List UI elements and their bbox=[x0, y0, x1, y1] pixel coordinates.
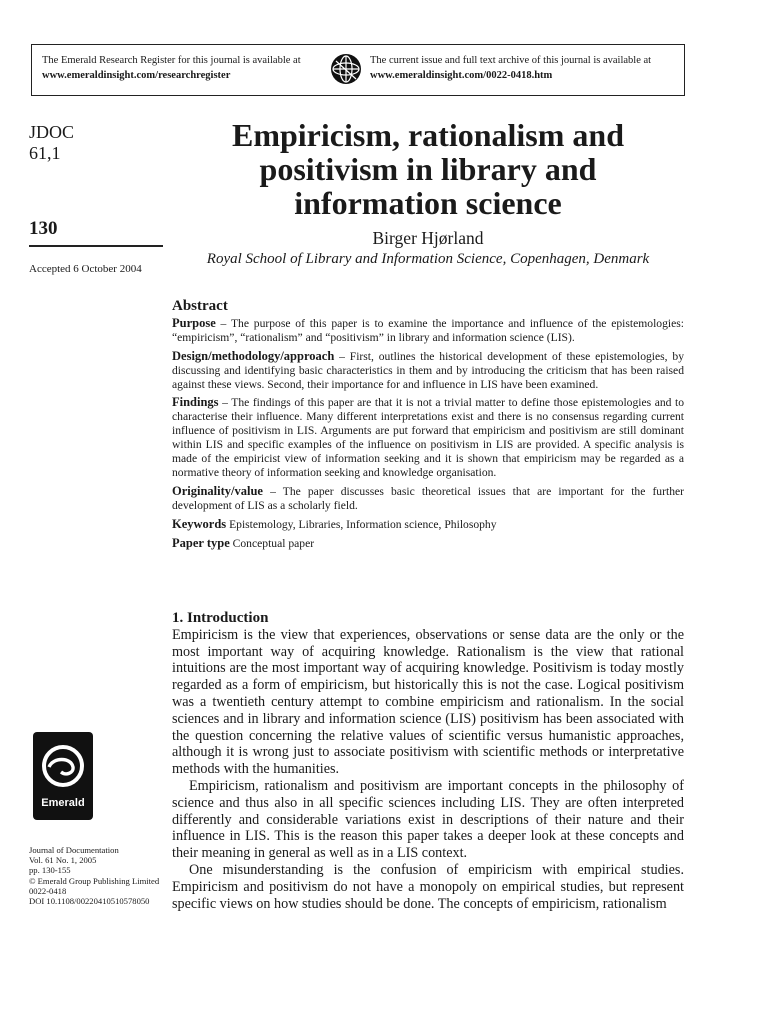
research-register-link[interactable]: www.emeraldinsight.com/researchregister bbox=[42, 70, 231, 81]
emerald-e-icon bbox=[33, 736, 93, 796]
introduction-heading: 1. Introduction bbox=[172, 610, 269, 626]
journal-info-line: © Emerald Group Publishing Limited bbox=[29, 875, 160, 886]
abstract-purpose bbox=[172, 317, 684, 345]
research-register-text: The Emerald Research Register for this journal is available at bbox=[42, 55, 301, 66]
design-label: Design/methodology/approach bbox=[172, 348, 335, 363]
journal-info-line: pp. 130-155 bbox=[29, 865, 71, 876]
author-affiliation: Royal School of Library and Information Science, Copenhagen, Denmark bbox=[206, 251, 650, 267]
abstract-design bbox=[172, 350, 684, 392]
purpose-label: Purpose bbox=[172, 315, 216, 330]
title-line: Empiricism, rationalism and bbox=[231, 117, 624, 153]
abstract-heading: Abstract bbox=[172, 298, 228, 314]
paper-type-label: Paper type bbox=[172, 535, 230, 550]
title-line: information science bbox=[294, 185, 562, 221]
title-line: positivism in library and bbox=[259, 151, 597, 187]
page-number: 130 bbox=[29, 218, 58, 239]
abstract-section bbox=[172, 300, 684, 556]
emerald-logo bbox=[33, 732, 93, 820]
keywords-text: Epistemology, Libraries, Information science, Philosophy bbox=[226, 517, 497, 531]
body-paragraph: One misunderstanding is the confusion of empiricism with empirical studies. Empiricism and positivism do not have a monopoly on empirical studies, but represent specific views on how studies should be done. The concepts of empiricism, rationalism bbox=[172, 861, 684, 912]
journal-volume-block bbox=[29, 122, 169, 164]
abstract-paper-type bbox=[172, 537, 684, 551]
article-title bbox=[172, 118, 684, 220]
emerald-logo-label: Emerald bbox=[41, 797, 85, 809]
header-box bbox=[31, 44, 685, 96]
abstract-findings bbox=[172, 396, 684, 479]
introduction-section bbox=[172, 610, 684, 912]
globe-icon bbox=[330, 53, 362, 85]
originality-text: – The paper discusses basic theoretical issues that are important for the further development of LIS as a scholarly field. bbox=[172, 484, 684, 512]
journal-info-line: 0022-0418 bbox=[29, 885, 67, 896]
doi: DOI 10.1108/00220410510578050 bbox=[29, 896, 150, 907]
body-paragraph: Empiricism is the view that experiences, observations or sense data are the only or the most important way of acquiring knowledge. Rationalism is the view that rational intuitions are the most important way of acquiring knowledge. Positivism is today mostly regarded as a form of empiricism, but historically this is not the case. Logical positivism was a twentieth century attempt to combine empiricism and rationalism. In the social sciences and in library and information science (LIS) positivism has been associated with the question concerning the relative values of scientific versus humanistic approaches, although it is wrong just to associate positivism with scientific methods or interpretative methods with the humanities. bbox=[172, 626, 684, 778]
sidebar-divider bbox=[29, 245, 163, 247]
full-text-archive-text: The current issue and full text archive of this journal is available at bbox=[370, 55, 652, 66]
findings-text: – The findings of this paper are that it is not a trivial matter to define those epistemologies and to characterise their influence. Many different interpretations exist and there is no consensus regarding current influence of positivism in LIS. Arguments are put forward that empiricism and positivism are still dominant within LIS and specific examples of the influence on positivism in LIS are provided. A specific analysis is made of the empiricist view of information seeking and it is shown that empiricism may be regarded as a normative theory of information seeking and knowledge organisation. bbox=[172, 396, 684, 479]
journal-info bbox=[29, 845, 169, 906]
abstract-originality bbox=[172, 485, 684, 513]
body-paragraph: Empiricism, rationalism and positivism are important concepts in the philosophy of science and thus also in all specific sciences including LIS. They are often interpreted differently and considerable variations exist in descriptions of their nature and their influence in LIS. This is the reason this paper takes a deeper look at these concepts and their meaning in general as well as in a LIS context. bbox=[172, 777, 684, 862]
abstract-keywords bbox=[172, 518, 684, 532]
volume-issue: 61,1 bbox=[29, 143, 61, 163]
journal-code: JDOC bbox=[29, 122, 75, 142]
author-name: Birger Hjørland bbox=[372, 228, 484, 248]
findings-label: Findings bbox=[172, 395, 219, 410]
research-register-notice bbox=[42, 53, 332, 83]
full-text-archive-link[interactable]: www.emeraldinsight.com/0022-0418.htm bbox=[370, 70, 553, 81]
design-text: – First, outlines the historical development of these epistemologies, by discussing and identifying basic characteristics in them and by introducing the criticism that has been raised against these views. Second, their importance for and influence in LIS have been examined. bbox=[172, 349, 684, 391]
purpose-text: – The purpose of this paper is to examine the importance and influence of the epistemologies: “empiricism”, “rationalism” and “positivism” in library and information science (LIS). bbox=[172, 316, 684, 344]
paper-type-text: Conceptual paper bbox=[229, 536, 315, 550]
journal-info-line: Journal of Documentation bbox=[29, 845, 119, 855]
journal-info-line: Vol. 61 No. 1, 2005 bbox=[29, 855, 97, 866]
full-text-archive-notice bbox=[370, 53, 680, 83]
keywords-label: Keywords bbox=[172, 516, 227, 531]
originality-label: Originality/value bbox=[172, 483, 263, 498]
accepted-date: Accepted 6 October 2004 bbox=[29, 263, 142, 275]
